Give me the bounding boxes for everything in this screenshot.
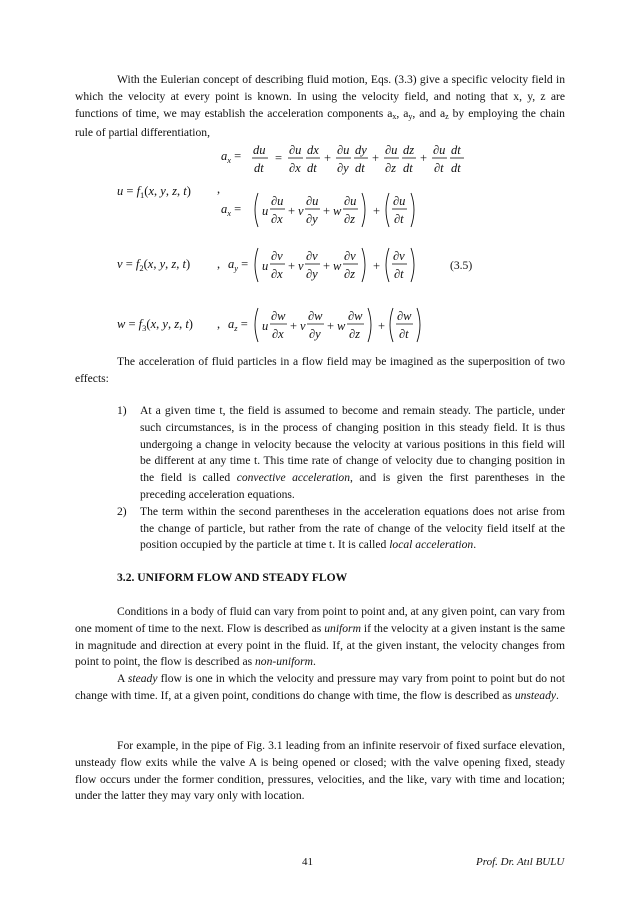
uniform-text-a: Conditions in a body of fluid can vary from point to point and, at any given point, can vary from one moment of time to the next. Flow is described as <box>75 605 565 635</box>
svg-text:∂x: ∂x <box>271 267 283 281</box>
svg-text:∂u: ∂u <box>344 194 357 208</box>
svg-text:∂y: ∂y <box>337 161 349 175</box>
svg-text:u: u <box>262 319 269 333</box>
effects-list <box>117 403 565 554</box>
svg-text:dt: dt <box>254 161 264 175</box>
term-convective-acceleration: convective acceleration <box>236 471 351 485</box>
section-heading: 3.2. UNIFORM FLOW AND STEADY FLOW <box>117 571 348 584</box>
svg-text:w: w <box>333 259 342 273</box>
svg-text:∂y: ∂y <box>306 212 318 226</box>
footer-author: Prof. Dr. Atıl BULU <box>476 856 565 868</box>
svg-text:dy: dy <box>355 143 367 157</box>
svg-text:+: + <box>323 204 331 218</box>
svg-text:∂u: ∂u <box>337 143 350 157</box>
svg-text:dt: dt <box>451 161 461 175</box>
svg-text:∂x: ∂x <box>271 212 283 226</box>
svg-text:+: + <box>290 319 298 333</box>
svg-text:∂x: ∂x <box>272 327 284 341</box>
svg-text:v: v <box>298 259 304 273</box>
svg-text:+: + <box>288 204 296 218</box>
list-number: 2) <box>117 504 127 518</box>
intro-text: With the Eulerian concept of describing fluid motion, Eqs. (3.3) give a specific velocity field in which the velocity at every point is known. In using the velocity field, and noting that x, y, z are functions of time, we may establish the acceleration components a <box>75 73 565 120</box>
svg-text:∂v: ∂v <box>393 249 405 263</box>
svg-text:∂v: ∂v <box>271 249 283 263</box>
svg-text:du: du <box>253 143 266 157</box>
sub-z: z <box>445 111 449 121</box>
ay-lhs: $a_y$ = <box>228 257 249 273</box>
superposition-paragraph: The acceleration of fluid particles in a flow field may be imagined as the superposition of two effects: <box>75 355 565 385</box>
list-text: At a given time t, the field is assumed to become and remain steady. The particle, under such circumstances, is in the process of changing position in this steady field. It is thus undergoing a change in velocity because the velocity at various positions in this field will be different at any time t. This time rate of change of velocity due to changing position in the field is called <box>140 404 565 485</box>
svg-text:dt: dt <box>451 143 461 157</box>
svg-text:+: + <box>323 259 331 273</box>
w-definition: $w = f_3(x$, y, z, t) <box>117 317 193 333</box>
svg-text:,: , <box>217 317 221 331</box>
svg-text:v: v <box>298 204 304 218</box>
svg-text:∂w: ∂w <box>397 309 412 323</box>
svg-text:w: w <box>333 204 342 218</box>
svg-text:w: w <box>337 319 346 333</box>
svg-text:∂t: ∂t <box>394 267 404 281</box>
term-local-acceleration: local acceleration <box>389 538 474 552</box>
list-number: 1) <box>117 404 127 417</box>
svg-text:∂z: ∂z <box>344 212 356 226</box>
svg-text:+: + <box>373 259 381 273</box>
svg-text:u: u <box>262 204 269 218</box>
svg-text:∂u: ∂u <box>306 194 319 208</box>
intro-sep-2: , and a <box>412 106 446 120</box>
v-definition: $v = f_2(x$, y, z, t) <box>117 257 191 273</box>
svg-text:∂x: ∂x <box>289 161 301 175</box>
sub-x: x <box>392 111 397 121</box>
svg-text:=: = <box>275 151 283 165</box>
list-text: The term within the second parentheses in the acceleration equations does not arise from the change of particle, but rather from the rate of change of the velocity field itself at the position occupied by the particle at time t. It is called <box>140 504 565 552</box>
u-definition: $u = f_1(x$, y, z, t) <box>117 184 191 200</box>
az-lhs: $a_z$ = <box>228 317 248 333</box>
svg-text:+: + <box>373 204 381 218</box>
svg-text:∂t: ∂t <box>434 161 444 175</box>
steady-text-c: . <box>556 688 559 702</box>
ax-total-lhs: $a_x$ = <box>221 149 242 165</box>
svg-text:∂t: ∂t <box>394 212 404 226</box>
uniform-paragraph <box>75 604 565 671</box>
svg-text:∂z: ∂z <box>349 327 361 341</box>
svg-text:,: , <box>217 257 221 271</box>
term-non-uniform: non-uniform <box>255 655 313 669</box>
svg-text:∂v: ∂v <box>344 249 356 263</box>
svg-text:∂t: ∂t <box>399 327 409 341</box>
steady-paragraph <box>75 671 565 705</box>
svg-text:dx: dx <box>307 143 319 157</box>
steady-text-b: flow is one in which the velocity and pressure may vary from point to point but do not change with time. If, at a given point, conditions do change with time, the flow is described as <box>75 672 565 702</box>
svg-text:∂u: ∂u <box>289 143 302 157</box>
intro-tail: by employing the chain rule of partial differentiation, <box>75 106 565 140</box>
svg-text:∂u: ∂u <box>433 143 446 157</box>
svg-text:∂y: ∂y <box>306 267 318 281</box>
uniform-text-c: . <box>312 655 316 669</box>
svg-text:∂y: ∂y <box>309 327 321 341</box>
svg-text:∂w: ∂w <box>271 309 286 323</box>
svg-text:∂w: ∂w <box>308 309 323 323</box>
svg-text:+: + <box>327 319 335 333</box>
svg-text:+: + <box>372 151 380 165</box>
intro-sep-1: , a <box>396 106 409 120</box>
svg-text:+: + <box>420 151 428 165</box>
svg-text:u: u <box>262 259 269 273</box>
svg-text:∂w: ∂w <box>348 309 363 323</box>
list-item <box>117 403 565 504</box>
sub-y: y <box>408 111 413 121</box>
svg-text:∂v: ∂v <box>306 249 318 263</box>
svg-text:dt: dt <box>307 161 317 175</box>
list-tail: , and is given the first parentheses in the preceding acceleration equations. <box>140 471 565 501</box>
term-steady: steady <box>127 672 158 685</box>
ax-lhs: $a_x$ = <box>221 202 242 218</box>
list-tail: . <box>473 538 477 552</box>
svg-text:dt: dt <box>355 161 365 175</box>
uniform-text-b: if the velocity at a given instant is the same in magnitude and direction at every point in the fluid. If, at the given instant, the velocity changes from point to point, the flow is described as <box>75 621 565 669</box>
svg-text:∂u: ∂u <box>385 143 398 157</box>
svg-text:+: + <box>324 151 332 165</box>
svg-text:∂u: ∂u <box>271 194 284 208</box>
svg-text:v: v <box>300 319 306 333</box>
example-paragraph: For example, in the pipe of Fig. 3.1 leading from an infinite reservoir of fixed surface elevation, unsteady flow exits while the valve A is being opened or closed; with the valve opening fixed, steady flow occurs under the former condition, pressures, velocities, and the like, vary with time and location; under the latter they may vary only with location. <box>75 739 565 803</box>
svg-text:∂u: ∂u <box>393 194 406 208</box>
svg-text:+: + <box>378 319 386 333</box>
svg-text:+: + <box>288 259 296 273</box>
term-unsteady: unsteady <box>514 688 557 702</box>
svg-text:∂z: ∂z <box>385 161 397 175</box>
steady-text-a: A <box>117 672 128 685</box>
svg-text:,: , <box>217 182 221 196</box>
list-item <box>117 504 565 554</box>
svg-text:dz: dz <box>403 143 415 157</box>
svg-text:dt: dt <box>403 161 413 175</box>
equation-number: (3.5) <box>450 259 473 272</box>
page-number: 41 <box>302 856 313 868</box>
svg-text:∂z: ∂z <box>344 267 356 281</box>
term-uniform: uniform <box>324 621 361 635</box>
